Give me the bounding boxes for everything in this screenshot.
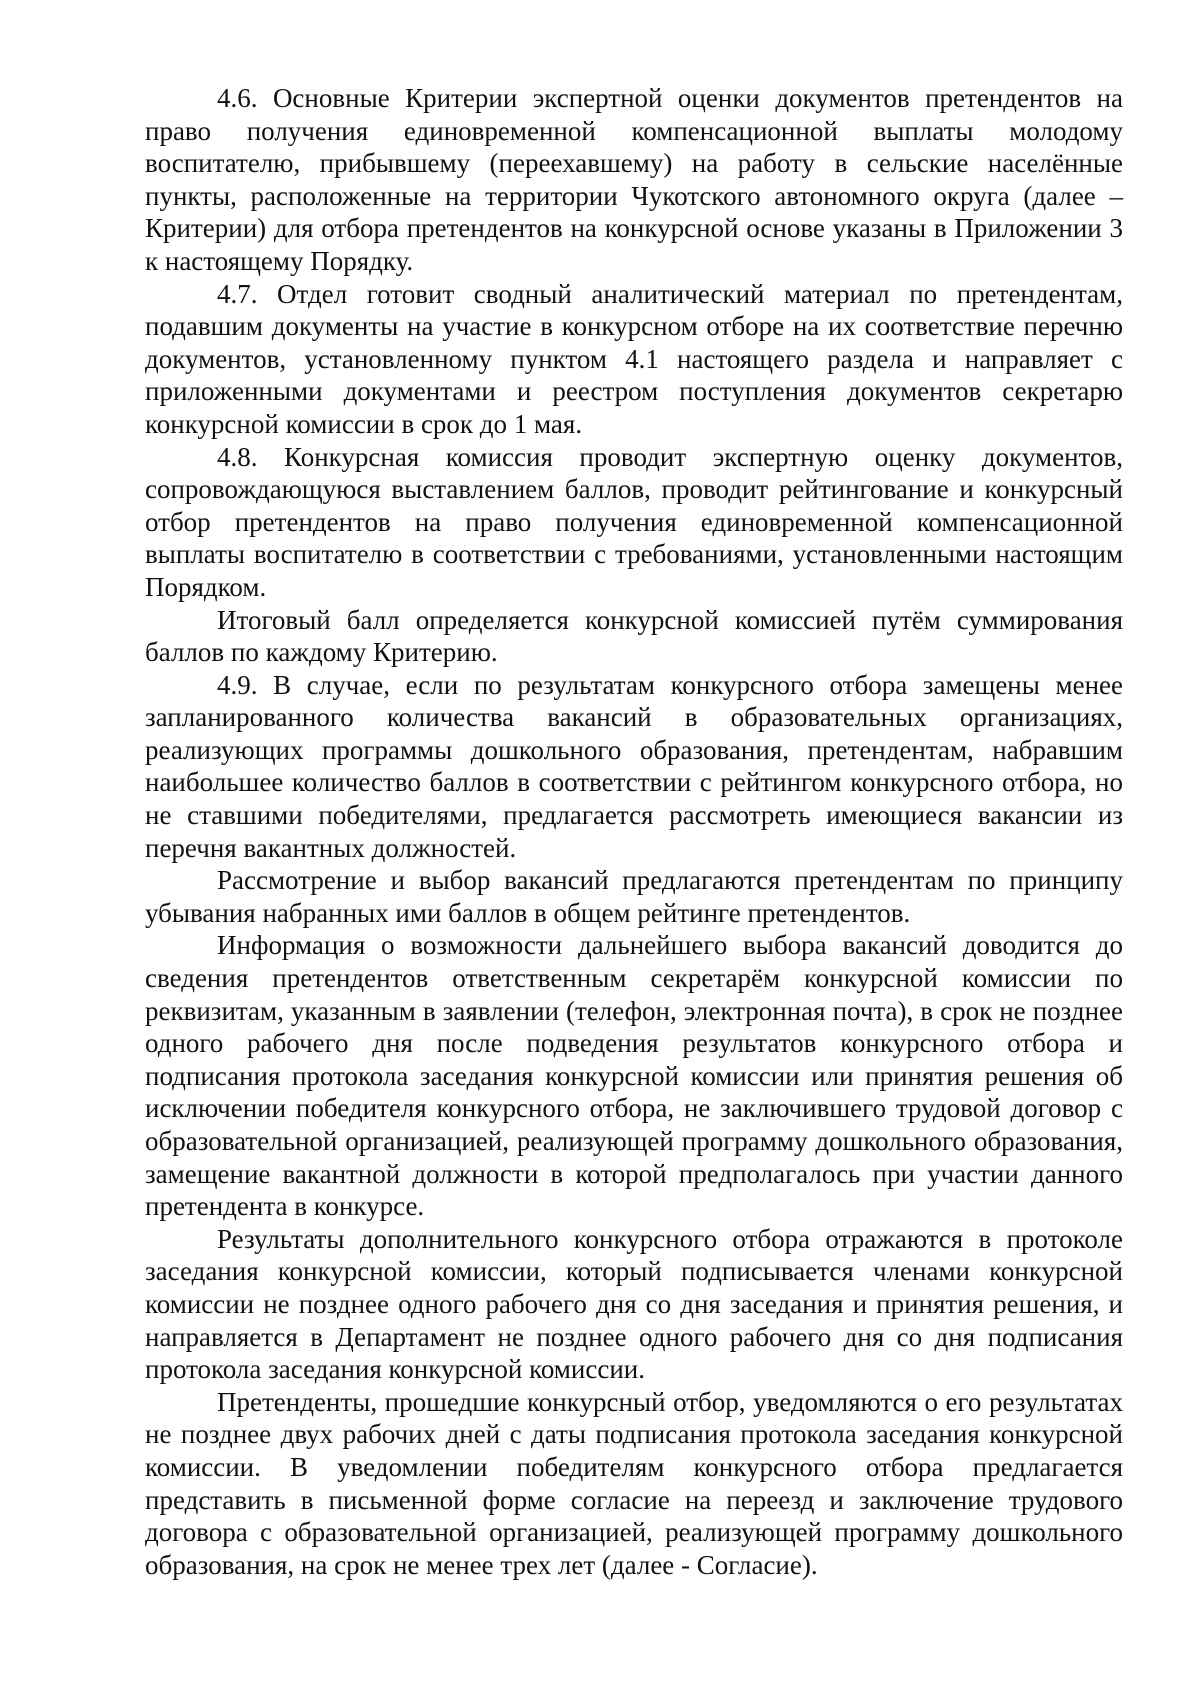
paragraph-4-9: 4.9. В случае, если по результатам конкурсного отбора замещены менее запланированного количества вакансий в образовательных организациях, реализующих программы дошкольного образования, претендентам, набравшим наибольшее количество баллов в соответствии с рейтингом конкурсного отбора, но не ставшими победителями, предлагается рассмотреть имеющиеся вакансии из перечня вакантных должностей. [145, 669, 1123, 863]
paragraph-notification: Претенденты, прошедшие конкурсный отбор, уведомляются о его результатах не позднее двух рабочих дней с даты подписания протокола заседания конкурсной комиссии. В уведомлении победителям конкурсного отбора предлагается представить в письменной форме согласие на переезд и заключение трудового договора с образовательной организацией, реализующей программу дошкольного образования, на срок не менее трех лет (далее - Согласие). [145, 1386, 1123, 1580]
paragraph-vacancy-selection: Рассмотрение и выбор вакансий предлагаются претендентам по принципу убывания набранных ими баллов в общем рейтинге претендентов. [145, 865, 1123, 928]
paragraph-total-score: Итоговый балл определяется конкурсной комиссией путём суммирования баллов по каждому Критерию. [145, 604, 1123, 668]
paragraph-4-7: 4.7. Отдел готовит сводный аналитический материал по претендентам, подавшим документы на участие в конкурсном отборе на их соответствие перечню документов, установленному пунктом 4.1 настоящего раздела и направляет с приложенными документами и реестром поступления документов секретарю конкурсной комиссии в срок до 1 мая. [145, 278, 1123, 439]
paragraph-4-8: 4.8. Конкурсная комиссия проводит экспертную оценку документов, сопровождающуюся выставлением баллов, проводит рейтингование и конкурсный отбор претендентов на право получения единовременной компенсационной выплаты воспитателю в соответствии с требованиями, установленными настоящим Порядком. [145, 441, 1123, 602]
paragraph-additional-results: Результаты дополнительного конкурсного отбора отражаются в протоколе заседания конкурсной комиссии, который подписывается членами конкурсной комиссии не позднее одного рабочего дня со дня заседания и принятия решения, и направляется в Департамент не позднее одного рабочего дня со дня подписания протокола заседания конкурсной комиссии. [145, 1223, 1123, 1385]
document-page [145, 82, 1123, 1581]
paragraph-4-6: 4.6. Основные Критерии экспертной оценки документов претендентов на право получения единовременной компенсационной выплаты молодому воспитателю, прибывшему (переехавшему) на работу в сельские населённые пункты, расположенные на территории Чукотского автономного округа (далее – Критерии) для отбора претендентов на конкурсной основе указаны в Приложении 3 к настоящему Порядку. [145, 83, 1123, 276]
paragraph-information: Информация о возможности дальнейшего выбора вакансий доводится до сведения претендентов ответственным секретарём конкурсной комиссии по реквизитам, указанным в заявлении (телефон, электронная почта), в срок не позднее одного рабочего дня после подведения результатов конкурсного отбора и подписания протокола заседания конкурсной комиссии или принятия решения об исключении победителя конкурсного отбора, не заключившего трудовой договор с образовательной организацией, реализующей программу дошкольного образования, замещение вакантной должности в которой предполагалось при участии данного претендента в конкурсе. [145, 930, 1123, 1222]
